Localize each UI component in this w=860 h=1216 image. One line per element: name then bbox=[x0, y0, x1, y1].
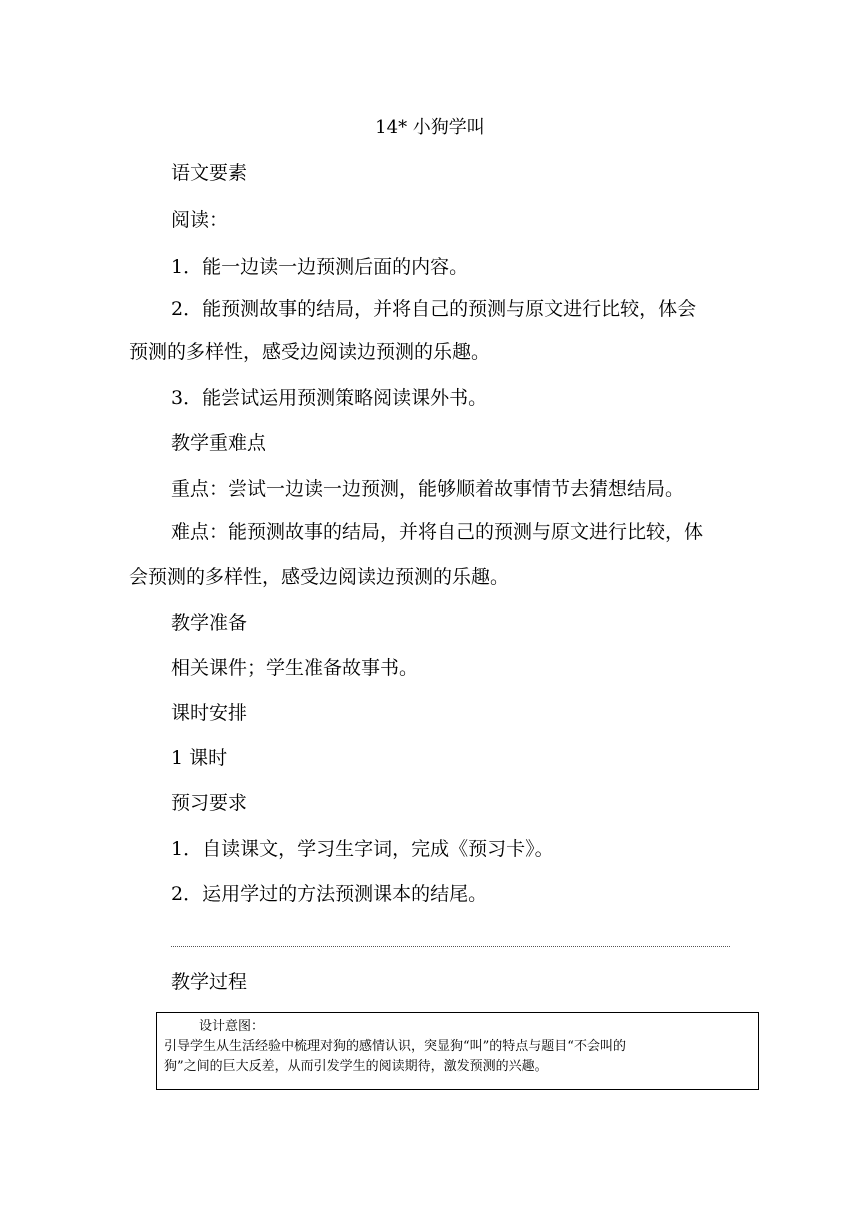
section-heading-process: 教学过程 bbox=[171, 971, 248, 993]
dotted-divider bbox=[171, 946, 730, 947]
design-intent-line-1: 引导学生从生活经验中梳理对狗的感情认识，突显狗“叫”的特点与题目“不会叫的 bbox=[164, 1039, 626, 1054]
difficult-point: 难点：能预测故事的结局，并将自己的预测与原文进行比较，体 bbox=[171, 521, 704, 543]
subheading-reading: 阅读： bbox=[171, 209, 229, 231]
lesson-title: 14* 小狗学叫 bbox=[375, 117, 485, 138]
goal-item-3: 3．能尝试运用预测策略阅读课外书。 bbox=[171, 387, 488, 409]
goal-item-1: 1．能一边读一边预测后面的内容。 bbox=[171, 256, 469, 278]
section-heading-language-elements: 语文要素 bbox=[171, 162, 248, 184]
preparation-text: 相关课件；学生准备故事书。 bbox=[171, 657, 419, 679]
key-point: 重点：尝试一边读一边预测，能够顺着故事情节去猜想结局。 bbox=[171, 478, 685, 500]
preview-item-2: 2．运用学过的方法预测课本的结尾。 bbox=[171, 883, 488, 905]
schedule-text: 1 课时 bbox=[171, 747, 228, 769]
section-heading-key-points: 教学重难点 bbox=[171, 432, 267, 454]
goal-item-2-continued: 预测的多样性，感受边阅读边预测的乐趣。 bbox=[129, 341, 491, 363]
design-intent-title: 设计意图： bbox=[199, 1019, 265, 1034]
section-heading-preview: 预习要求 bbox=[171, 792, 248, 814]
goal-item-2: 2．能预测故事的结局，并将自己的预测与原文进行比较，体会 bbox=[171, 298, 697, 320]
design-intent-box bbox=[156, 1012, 759, 1090]
preview-item-1: 1．自读课文，学习生字词，完成《预习卡》。 bbox=[171, 838, 554, 860]
section-heading-schedule: 课时安排 bbox=[171, 702, 248, 724]
difficult-point-continued: 会预测的多样性，感受边阅读边预测的乐趣。 bbox=[129, 566, 510, 588]
section-heading-preparation: 教学准备 bbox=[171, 612, 248, 634]
design-intent-line-2: 狗”之间的巨大反差，从而引发学生的阅读期待，激发预测的兴趣。 bbox=[164, 1059, 548, 1074]
